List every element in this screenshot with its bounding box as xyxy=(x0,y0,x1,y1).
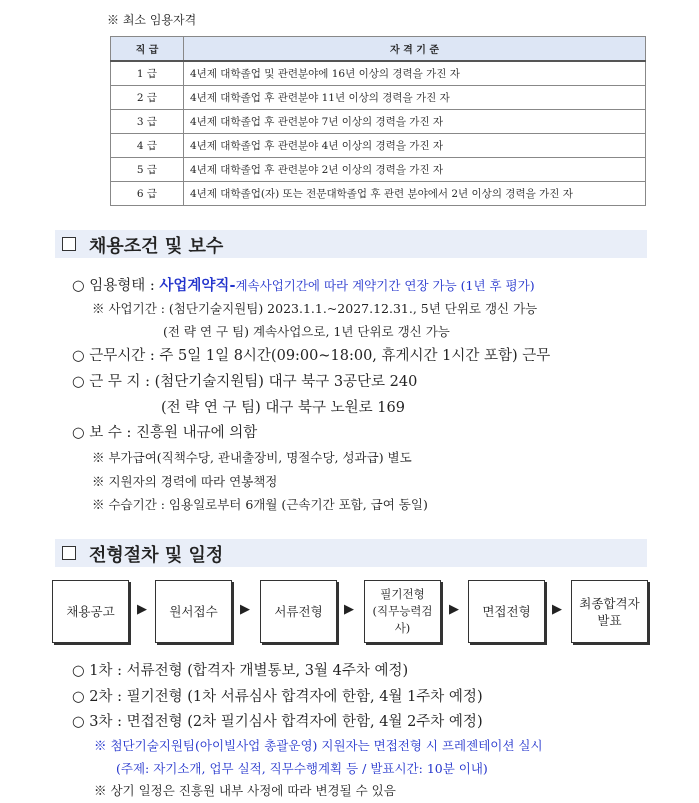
arrow-right-icon: ▶ xyxy=(344,602,354,617)
employment-type: ○ 임용형태 : 사업계약직-계속사업기간에 따라 계약기간 연장 가능 (1년 후 평가) xyxy=(72,278,535,294)
checkbox-square-icon xyxy=(62,546,76,560)
table-row: 5 급 4년제 대학졸업 후 관련분야 2년 이상의 경력을 가진 자 xyxy=(111,158,646,182)
checkbox-square-icon xyxy=(62,237,76,251)
presentation-note-2: (주제: 자기소개, 업무 실적, 직무수행계획 등 / 발표시간: 10분 이내) xyxy=(116,761,488,776)
schedule-item: ○ 3차 : 면접전형 (2차 필기심사 합격자에 한함, 4월 2주차 예정) xyxy=(72,714,483,730)
header-criteria: 자 격 기 준 xyxy=(184,37,646,62)
arrow-right-icon: ▶ xyxy=(449,602,459,617)
schedule-item: ○ 1차 : 서류전형 (합격자 개별통보, 3월 4주차 예정) xyxy=(72,663,409,679)
project-period-2: (전 략 연 구 팀) 계속사업으로, 1년 단위로 갱신 가능 xyxy=(163,324,450,339)
qualification-note: ※ 최소 임용자격 xyxy=(107,13,197,27)
work-place-2: (전 략 연 구 팀) 대구 북구 노원로 169 xyxy=(161,400,405,416)
table-row: 6 급 4년제 대학졸업(자) 또는 전문대학졸업 후 관련 분야에서 2년 이상의 경력을 가진 자 xyxy=(111,182,646,206)
work-hours: ○ 근무시간 : 주 5일 1일 8시간(09:00~18:00, 휴게시간 1시간 포함) 근무 xyxy=(72,348,551,364)
arrow-right-icon: ▶ xyxy=(552,602,562,617)
project-period: ※ 사업기간 : (첨단기술지원팀) 2023.1.1.~2027.12.31., 5년 단위로 갱신 가능 xyxy=(92,301,538,316)
pay-note: ※ 수습기간 : 임용일로부터 6개월 (근속기간 포함, 급여 동일) xyxy=(92,497,428,512)
step-box: 최종합격자 발표 xyxy=(571,580,648,643)
work-place: ○ 근 무 지 : (첨단기술지원팀) 대구 북구 3공단로 240 xyxy=(72,374,418,390)
header-grade: 직 급 xyxy=(111,37,184,62)
step-box: 면접전형 xyxy=(468,580,545,643)
step-box: 필기전형 (직무능력검사) xyxy=(364,580,441,643)
step-box: 원서접수 xyxy=(155,580,232,643)
step-box: 서류전형 xyxy=(260,580,337,643)
arrow-right-icon: ▶ xyxy=(240,602,250,617)
arrow-right-icon: ▶ xyxy=(137,602,147,617)
pay-note: ※ 부가급여(직책수당, 관내출장비, 명절수당, 성과급) 별도 xyxy=(92,450,412,465)
section-header-conditions: 채용조건 및 보수 xyxy=(55,230,647,258)
pay-note: ※ 지원자의 경력에 따라 연봉책정 xyxy=(92,474,278,489)
step-box: 채용공고 xyxy=(52,580,129,643)
table-row: 4 급 4년제 대학졸업 후 관련분야 4년 이상의 경력을 가진 자 xyxy=(111,134,646,158)
table-row: 2 급 4년제 대학졸업 후 관련분야 11년 이상의 경력을 가진 자 xyxy=(111,86,646,110)
presentation-note: ※ 첨단기술지원팀(아이빌사업 총괄운영) 지원자는 면접전형 시 프레젠테이션 실시 xyxy=(94,738,543,753)
schedule-change-note: ※ 상기 일정은 진흥원 내부 사정에 따라 변경될 수 있음 xyxy=(94,783,396,798)
salary: ○ 보 수 : 진흥원 내규에 의함 xyxy=(72,425,258,441)
table-row: 1 급 4년제 대학졸업 및 관련분야에 16년 이상의 경력을 가진 자 xyxy=(111,61,646,86)
qualification-table xyxy=(110,36,646,206)
table-row: 3 급 4년제 대학졸업 후 관련분야 7년 이상의 경력을 가진 자 xyxy=(111,110,646,134)
section-header-process: 전형절차 및 일정 xyxy=(55,539,647,567)
schedule-item: ○ 2차 : 필기전형 (1차 서류심사 합격자에 한함, 4월 1주차 예정) xyxy=(72,689,483,705)
